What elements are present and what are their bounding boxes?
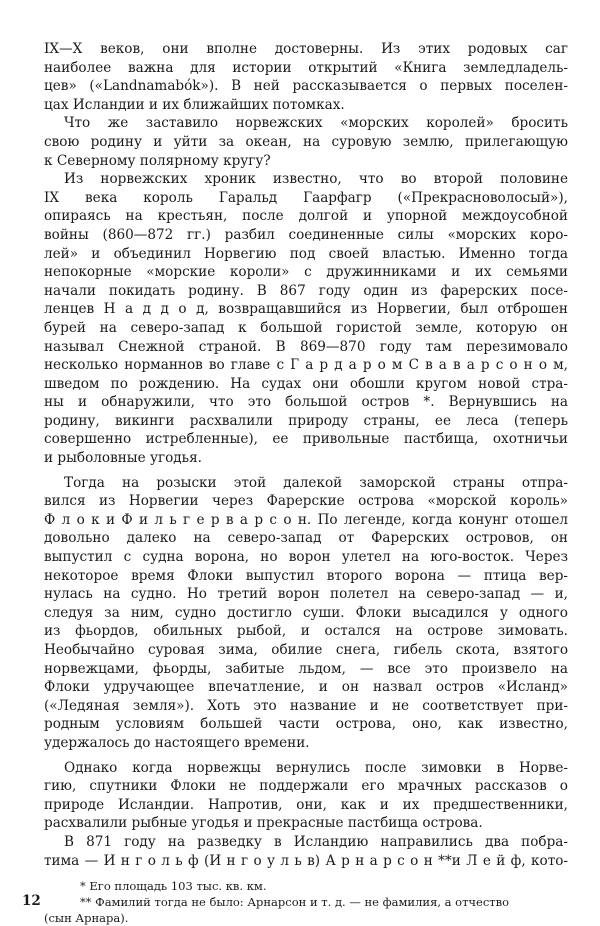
text-line: выпустил с судна ворона, но ворон улетел на юго-восток. Через bbox=[44, 549, 568, 566]
text-line: к Северному полярному кругу? bbox=[44, 152, 271, 169]
text-line: вился из Норвегии через Фарерские острова «морской король» bbox=[44, 493, 568, 510]
text-line: природе Исландии. Напротив, они, как и их предшественники, bbox=[44, 796, 568, 813]
text-line: Флоки удручающее впечатление, и он назвал остров «Исланд» bbox=[44, 679, 568, 696]
text-line: Ф л о к и Ф и л ь г е р в а р с о н. По легенде, когда конунг отошел bbox=[44, 511, 568, 528]
text-line: расхвалили рыбные угодья и прекрасные пастбища острова. bbox=[44, 815, 483, 832]
text-line: и рыболовные угодья. bbox=[44, 450, 202, 467]
page-number: 12 bbox=[22, 893, 41, 909]
text-line: Из норвежских хроник известно, что во второй половине bbox=[64, 171, 568, 188]
text-line: Необычайно суровая зима, обилие снега, гибель скота, взятого bbox=[44, 642, 568, 658]
text-line: войны (860—872 гг.) разбил соединенные силы «морских коро- bbox=[44, 226, 568, 243]
text-line: начали покидать родину. В 867 году один из фарерских посе- bbox=[44, 282, 568, 299]
text-line: опираясь на крестьян, после долгой и упорной междоусобной bbox=[44, 208, 568, 225]
text-line: IX века король Гаральд Гаарфагр («Прекрасноволосый»), bbox=[44, 189, 568, 206]
text-line: родину, викинги расхвалили природу страны, ее леса (теперь bbox=[44, 412, 568, 429]
text-line: бурей на северо-запад к большой гористой земле, которую он bbox=[44, 319, 568, 336]
text-line: называл Снежной страной. В 869—870 году там перезимовало bbox=[44, 338, 568, 355]
text-line: Что же заставило норвежских «морских королей» бросить bbox=[64, 115, 568, 132]
text-line: довольно далеко на северо-запад от Фарерских островов, он bbox=[44, 530, 568, 547]
text-line: ленцев Н а д д о д, возвращавшийся из Норвегии, был отброшен bbox=[44, 301, 568, 318]
text-line: нулась на судно. Но третий ворон полетел на северо-запад — и, bbox=[44, 586, 568, 603]
paragraph-4 bbox=[44, 474, 568, 753]
text-line: Тогда на розыски этой далекой заморской страны отпра- bbox=[64, 474, 568, 491]
footnotes bbox=[44, 878, 568, 926]
text-line: цев» («Landnamabók»). В ней рассказывается о первых поселен- bbox=[44, 78, 568, 95]
text-line: («Ледяная земля»). Хоть это название и не соответствует при- bbox=[44, 697, 568, 714]
text-line: IX—X веков, они вполне достоверны. Из этих родовых саг bbox=[44, 41, 568, 57]
text-line: родным условиям большей части острова, оно, как известно, bbox=[44, 716, 568, 733]
text-line: цах Исландии и их ближайших потомках. bbox=[44, 96, 345, 113]
paragraph-3 bbox=[44, 170, 568, 468]
text-line: совершенно истребленные), ее привольные пастбища, охотничьи bbox=[44, 431, 568, 448]
text-line: лей» и объединил Норвегию под своей властью. Именно тогда bbox=[44, 245, 568, 262]
text-line: наиболее важна для истории открытий «Книга земледладель- bbox=[44, 59, 568, 76]
paragraph-6 bbox=[44, 833, 568, 870]
text-line: непокорные «морские короли» с дружинниками и их семьями bbox=[44, 264, 568, 281]
text-line: тима — И н г о л ь ф (И н г о у л ь в) А р н а р с о н **и Л е й ф, кото- bbox=[44, 852, 568, 869]
footnote-2: ** Фамилий тогда не было: Арнарсон и т. д. — не фамилия, а отчество bbox=[80, 895, 510, 910]
text-line: удержалось до настоящего времени. bbox=[44, 734, 310, 751]
text-line: из фьордов, обильных рыбой, и остался на острове зимовать. bbox=[44, 623, 568, 640]
text-line: некоторое время Флоки выпустил второго ворона — птица вер- bbox=[44, 567, 568, 584]
page-body bbox=[44, 40, 568, 926]
text-line: шведом по рождению. На судах они обошли кругом новой стра- bbox=[44, 375, 568, 392]
text-line: гию, спутники Флоки не поддержали его мрачных рассказов о bbox=[44, 778, 568, 795]
text-line: следуя за ним, судно достигло суши. Флоки высадился у одного bbox=[44, 604, 568, 621]
text-line: ны и обнаружили, что это большой остров *. Вернувшись на bbox=[44, 394, 568, 411]
paragraph-2 bbox=[44, 114, 568, 170]
paragraph-5 bbox=[44, 759, 568, 833]
text-line: норвежцами, фьорды, забитые льдом, — все это произвело на bbox=[44, 660, 568, 677]
text-line: Однако когда норвежцы вернулись после зимовки в Норве- bbox=[64, 759, 568, 776]
footnote-1: * Его площадь 103 тыс. кв. км. bbox=[80, 879, 267, 894]
text-line: свою родину и уйти за океан, на суровую землю, прилегающую bbox=[44, 133, 568, 150]
text-line: несколько норманнов во главе с Г а р д а р о м С в а в а р с о н о м, bbox=[44, 357, 568, 374]
text-line: В 871 году на разведку в Исландию направились два побра- bbox=[64, 833, 568, 850]
paragraph-1 bbox=[44, 40, 568, 114]
footnote-2-continuation: (сын Арнара). bbox=[44, 911, 129, 926]
